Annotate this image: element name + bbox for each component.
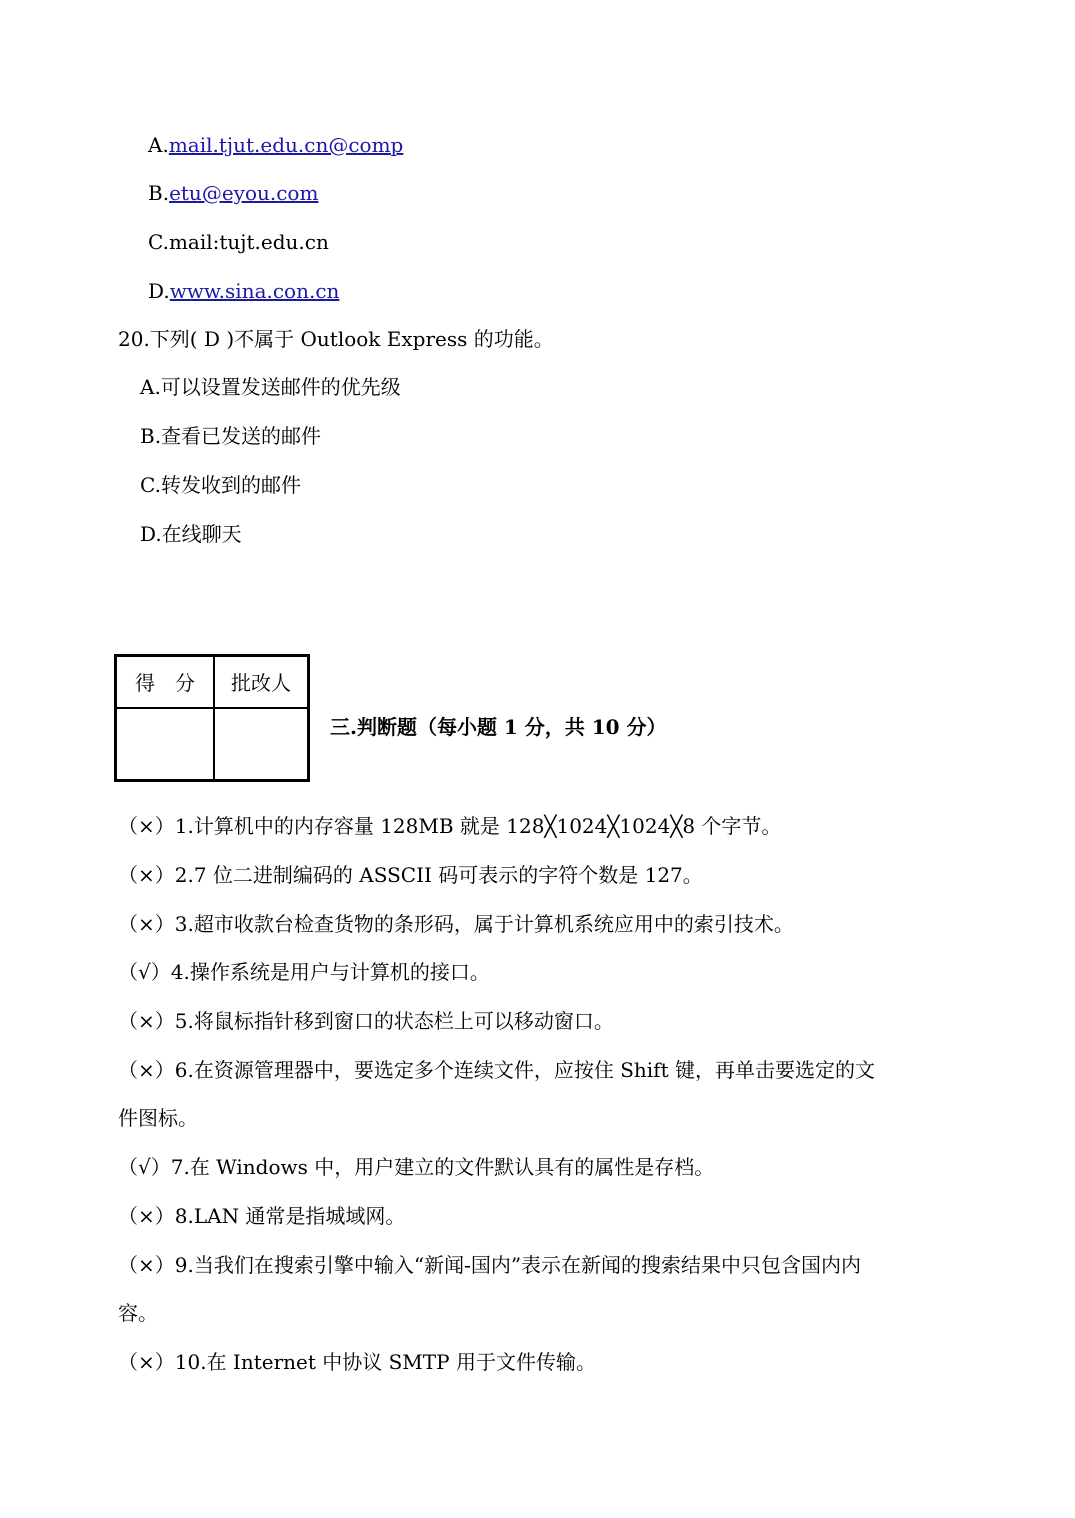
judge-item-2: （×）2.7 位二进制编码的 ASSCII 码可表示的字符个数是 127。 [118,863,703,887]
q20-option-a: A.可以设置发送邮件的优先级 [140,375,401,399]
q20-stem: 20.下列( D )不属于 Outlook Express 的功能。 [118,327,554,351]
judge-item-4: （√）4.操作系统是用户与计算机的接口。 [118,960,490,984]
judge-item-9-cont: 容。 [118,1301,158,1325]
q20-option-c: C.转发收到的邮件 [140,473,301,497]
option-label: C. [148,230,169,254]
q19-option-d [148,277,339,305]
judge-item-6: （×）6.在资源管理器中，要选定多个连续文件，应按住 Shift 键，再单击要选定的文 [118,1058,875,1082]
judge-item-3: （×）3.超市收款台检查货物的条形码，属于计算机系统应用中的索引技术。 [118,912,794,936]
judge-item-6-cont: 件图标。 [118,1106,198,1130]
email-link[interactable]: etu@eyou.com [169,181,319,205]
option-label: D. [148,279,170,303]
judge-item-8: （×）8.LAN 通常是指城域网。 [118,1204,406,1228]
grader-input-cell[interactable] [215,709,307,779]
judge-item-1: （×）1.计算机中的内存容量 128MB 就是 128╳1024╳1024╳8 个字节。 [118,814,782,838]
q19-option-b [148,179,318,207]
judge-item-7: （√）7.在 Windows 中，用户建立的文件默认具有的属性是存档。 [118,1155,715,1179]
score-input-cell[interactable] [117,709,213,779]
web-link[interactable]: www.sina.con.cn [169,279,340,303]
option-label: B. [148,181,170,205]
score-header: 得 分 [135,671,195,695]
option-text: mail:tujt.edu.cn [168,230,329,254]
q20-option-d: D.在线聊天 [140,522,242,546]
q19-option-c [148,228,329,256]
option-label: A. [148,133,169,157]
grader-header: 批改人 [231,671,291,695]
judge-item-5: （×）5.将鼠标指针移到窗口的状态栏上可以移动窗口。 [118,1009,614,1033]
q19-option-a [148,131,403,159]
email-link[interactable]: mail.tjut.edu.cn@comp [168,133,404,157]
judge-item-9: （×）9.当我们在搜索引擎中输入“新闻-国内”表示在新闻的搜索结果中只包含国内内 [118,1253,862,1277]
section-title: 三.判断题（每小题 1 分，共 10 分） [330,715,667,739]
q20-option-b: B.查看已发送的邮件 [140,424,322,448]
judge-item-10: （×）10.在 Internet 中协议 SMTP 用于文件传输。 [118,1350,596,1374]
score-table [114,654,310,782]
